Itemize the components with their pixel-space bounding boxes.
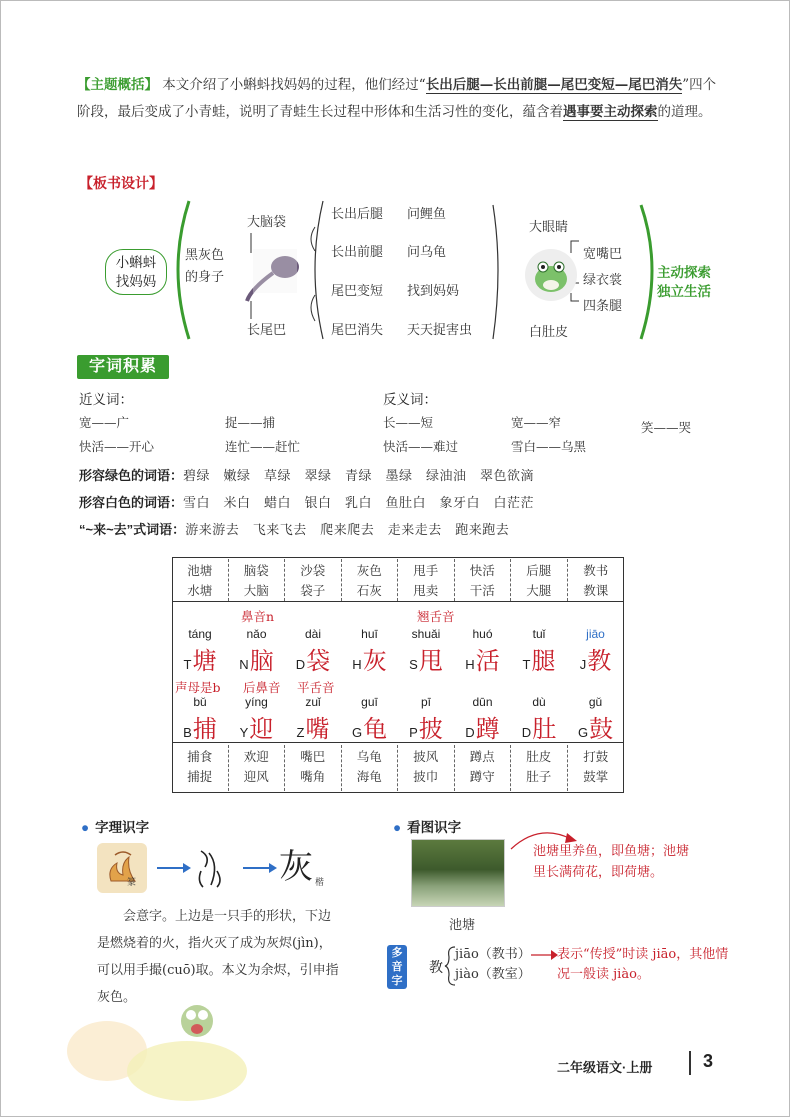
char-line: [285, 641, 341, 676]
zili-explanation: 会意字。上边是一只手的形状，下边是燃烧着的火，指火灭了成为灰烬(jìn)，可以用手撮(cuō)取。本义为余烬，引申指灰色。: [97, 909, 339, 1005]
char-cell-gǔ: [568, 695, 624, 744]
char-cell-dài: [285, 627, 341, 676]
top-word-word: 大腿: [526, 583, 552, 598]
table-top-words: [172, 559, 624, 601]
char-line: [342, 709, 398, 744]
char-line: [172, 641, 228, 676]
top-word-word: 甩手: [413, 563, 439, 578]
bottom-word-word: 欢迎: [243, 749, 269, 764]
table-char-row-2: [172, 695, 624, 743]
top-word-word: 灰色: [356, 563, 382, 578]
top-word-cell: [398, 559, 455, 601]
summary-underline-2: 遇事要主动探索: [563, 104, 658, 120]
synonym-1: 宽——广: [79, 415, 130, 430]
pinyin: dūn: [472, 695, 493, 709]
stage-3: 尾巴变短: [331, 284, 384, 299]
bullet-dot-icon: ●: [393, 820, 402, 835]
top-word-cell: [342, 559, 399, 601]
bottom-word-cell: [511, 745, 568, 791]
synonym-2: 捉——捕: [225, 415, 276, 430]
polyphone-arrow: [529, 947, 559, 963]
bottom-word-word: 蹲点: [469, 749, 495, 764]
stage-4: 尾巴消失: [331, 323, 384, 338]
pinyin: gǔ: [588, 695, 603, 709]
initial-letter: G: [577, 725, 589, 740]
bottom-word-word: 披巾: [413, 769, 439, 784]
hanzi: 脑: [249, 647, 274, 675]
laiqu-words: 游来游去 飞来飞去 爬来爬去 走来走去 跑来跑去: [185, 523, 510, 538]
char-cell-jiāo: [568, 627, 624, 676]
initial-letter: J: [579, 657, 587, 672]
synonym-3: 快活——开心: [79, 439, 155, 454]
top-word-word: 池塘: [187, 563, 213, 578]
heading-zili-text: 字理识字: [95, 820, 150, 835]
initial-letter: T: [522, 657, 531, 672]
hanzi: 教: [587, 647, 612, 675]
frog-trait-1: 宽嘴巴: [583, 247, 623, 262]
char-cell-tuǐ: [511, 627, 567, 676]
antonym-5: 雪白——乌黑: [511, 439, 587, 454]
topic-summary: [77, 71, 727, 126]
bottom-word-word: 打鼓: [583, 749, 609, 764]
bottom-word-cell: [172, 745, 229, 791]
char-cell-guī: [342, 695, 398, 744]
bottom-word-word: 海龟: [356, 769, 382, 784]
note-b: 声母是b: [175, 680, 221, 695]
char-line: [568, 709, 624, 744]
reading-2: jiào（教室）: [455, 967, 531, 982]
pinyin: dù: [532, 695, 546, 709]
char-line: [172, 709, 228, 744]
synonym-title: 近义词：: [79, 392, 133, 407]
initial-letter: G: [351, 725, 363, 740]
bottom-word-cell: [568, 745, 625, 791]
pinyin: guī: [361, 695, 378, 709]
polyphone-readings: [455, 945, 531, 985]
hanzi: 肚: [532, 715, 557, 743]
board-body-color: 黑灰色 的身子: [185, 248, 225, 285]
note-nasal: 鼻音n: [241, 609, 275, 624]
footer-divider: [689, 1051, 691, 1075]
char-line: [455, 709, 511, 744]
initial-letter: Z: [296, 725, 305, 740]
kai-char: 灰: [279, 847, 313, 887]
summary-label: 【主题概括】: [77, 77, 158, 92]
top-word-word: 教书: [583, 563, 609, 578]
top-word-word: 石灰: [356, 583, 382, 598]
hanzi: 龟: [363, 715, 388, 743]
antonym-3: 笑——哭: [641, 420, 692, 435]
board-theme: 主动探索 独立生活: [657, 265, 711, 299]
white-label: 形容白色的词语：: [79, 495, 184, 510]
top-word-cell: [455, 559, 512, 601]
char-cell-huī: [342, 627, 398, 676]
char-cell-bǔ: [172, 695, 228, 744]
top-word-word: 大脑: [243, 583, 269, 598]
polyphone-explain: 表示“传授”时读 jiāo，其他情况一般读 jiào。: [557, 947, 729, 982]
char-cell-táng: [172, 627, 228, 676]
char-line: [285, 709, 341, 744]
hanzi: 蹲: [475, 715, 500, 743]
pond-photo: [411, 839, 505, 907]
green-words: 碧绿 嫩绿 草绿 翠绿 青绿 墨绿 绿油油 翠色欲滴: [183, 469, 535, 484]
section-tag-vocab: 字词积累: [77, 355, 169, 379]
pinyin: shuǎi: [411, 627, 441, 641]
char-line: [229, 709, 285, 744]
heading-zili: [81, 816, 149, 836]
top-word-cell: [229, 559, 286, 601]
bottom-word-word: 蹲守: [469, 769, 495, 784]
summary-underline-1: 长出后腿—长出前腿—尾巴变短—尾巴消失: [425, 77, 683, 93]
char-cell-zuǐ: [285, 695, 341, 744]
action-4: 天天捉害虫: [407, 323, 473, 338]
heading-kantu: [393, 816, 461, 836]
bottom-word-word: 肚子: [526, 769, 552, 784]
bottom-word-word: 披风: [413, 749, 439, 764]
frog-belly: 白肚皮: [529, 325, 569, 340]
frog-eyes: 大眼睛: [529, 220, 569, 235]
initial-letter: H: [352, 657, 362, 672]
bottom-word-word: 捕捉: [187, 769, 213, 784]
char-line: [398, 709, 454, 744]
pinyin: jiāo: [586, 627, 605, 641]
stage-2: 长出前腿: [331, 245, 384, 260]
bottom-word-word: 嘴巴: [300, 749, 326, 764]
note-flat: 平舌音: [297, 680, 335, 695]
word-lists: [79, 463, 719, 544]
bottom-word-word: 肚皮: [526, 749, 552, 764]
initial-letter: D: [295, 657, 306, 672]
board-head: 大脑袋: [247, 215, 287, 230]
top-word-word: 沙袋: [300, 563, 326, 578]
char-line: [342, 641, 398, 676]
bullet-dot-icon: ●: [81, 820, 90, 835]
pinyin: bǔ: [193, 695, 207, 709]
bottom-word-word: 鼓掌: [583, 769, 609, 784]
frog-trait-3: 四条腿: [583, 299, 623, 314]
antonym-2: 宽——窄: [511, 415, 562, 430]
bottom-word-cell: [455, 745, 512, 791]
initial-letter: P: [409, 725, 418, 740]
char-cell-pī: [398, 695, 454, 744]
pinyin: zuǐ: [305, 695, 321, 709]
top-word-word: 袋子: [300, 583, 326, 598]
top-word-word: 水塘: [187, 583, 213, 598]
hanzi: 灰: [362, 647, 387, 675]
initial-letter: B: [183, 725, 192, 740]
polyphone-char: 教: [429, 960, 443, 976]
char-cell-dù: [511, 695, 567, 744]
char-line: [511, 641, 567, 676]
seal-label: 篆: [127, 878, 137, 888]
top-word-cell: [511, 559, 568, 601]
top-word-word: 甩卖: [413, 583, 439, 598]
note-retroflex: 翘舌音: [417, 609, 455, 624]
note-back-nasal: 后鼻音: [243, 680, 281, 695]
char-line: [511, 709, 567, 744]
top-word-word: 脑袋: [243, 563, 269, 578]
initial-letter: Y: [239, 725, 249, 740]
hanzi: 甩: [418, 647, 443, 675]
hanzi: 塘: [192, 647, 217, 675]
pinyin: pī: [420, 695, 431, 709]
antonym-4: 快活——难过: [383, 439, 459, 454]
antonym-title: 反义词：: [383, 392, 437, 407]
kai-label: 楷: [315, 878, 325, 888]
char-cell-yíng: [229, 695, 285, 744]
char-cell-dūn: [455, 695, 511, 744]
top-word-cell: [172, 559, 229, 601]
hanzi: 披: [418, 715, 443, 743]
top-word-word: 后腿: [526, 563, 552, 578]
top-word-cell: [568, 559, 625, 601]
polyphone-badge: 多音字: [387, 945, 407, 989]
initial-letter: H: [465, 657, 475, 672]
table-char-row-1: [172, 627, 624, 675]
top-word-word: 快活: [469, 563, 495, 578]
pinyin: tuǐ: [532, 627, 546, 641]
action-1: 问鲤鱼: [407, 207, 447, 222]
top-word-word: 教课: [583, 583, 609, 598]
hanzi: 捕: [192, 715, 217, 743]
hanzi: 迎: [249, 715, 274, 743]
pinyin: huó: [472, 627, 493, 641]
white-words: 雪白 米白 蜡白 银白 乳白 鱼肚白 象牙白 白茫茫: [183, 496, 535, 511]
char-cell-huó: [455, 627, 511, 676]
char-line: [398, 641, 454, 676]
pinyin: huī: [361, 627, 378, 641]
bottom-word-cell: [285, 745, 342, 791]
bottom-word-word: 乌龟: [356, 749, 382, 764]
frog-trait-2: 绿衣裳: [583, 273, 623, 288]
synonym-4: 连忙——赶忙: [225, 439, 301, 454]
initial-letter: D: [521, 725, 532, 740]
hanzi: 袋: [306, 647, 331, 675]
char-cell-nǎo: [229, 627, 285, 676]
initial-letter: S: [409, 657, 418, 672]
board-tail: 长尾巴: [247, 323, 287, 338]
pinyin: táng: [188, 627, 212, 641]
initial-letter: N: [239, 657, 249, 672]
footer-book: 二年级语文·上册: [557, 1060, 653, 1075]
action-3: 找到妈妈: [407, 284, 460, 299]
bottom-word-cell: [342, 745, 399, 791]
summary-text-3: 的道理。: [657, 104, 712, 120]
char-line: [568, 641, 624, 676]
page-number: 3: [703, 1051, 714, 1071]
initial-letter: D: [465, 725, 475, 740]
pond-caption: 池塘: [449, 918, 476, 933]
char-line: [455, 641, 511, 676]
top-word-cell: [285, 559, 342, 601]
frog-decoration: [47, 991, 247, 1111]
pinyin: dài: [304, 627, 321, 641]
summary-text-2: ”四个阶段，最后变成了小青蛙，说明了青蛙生长过程中形体和生活习性的变化，蕴含着: [77, 77, 717, 120]
summary-text-1: 本文介绍了小蝌蚪找妈妈的过程，他们经过“: [162, 77, 426, 93]
char-line: [229, 641, 285, 676]
bottom-word-cell: [398, 745, 455, 791]
pinyin: yíng: [245, 695, 268, 709]
initial-letter: T: [183, 657, 192, 672]
antonym-1: 长——短: [383, 415, 434, 430]
top-word-word: 干活: [469, 583, 495, 598]
hanzi: 腿: [531, 647, 556, 675]
stage-1: 长出后腿: [331, 207, 384, 222]
table-bottom-words: [172, 745, 624, 791]
hanzi: 鼓: [589, 715, 614, 743]
bottom-word-word: 迎风: [243, 769, 269, 784]
reading-1: jiāo（教书）: [455, 947, 531, 962]
action-2: 问乌龟: [407, 245, 447, 260]
char-cell-shuǎi: [398, 627, 454, 676]
bottom-word-cell: [229, 745, 286, 791]
board-title: 【板书设计】: [79, 175, 163, 191]
green-label: 形容绿色的词语：: [79, 468, 184, 483]
board-title-box: 小蝌蚪 找妈妈: [105, 249, 167, 295]
bottom-word-word: 嘴角: [300, 769, 326, 784]
hanzi: 活: [475, 647, 500, 675]
bottom-word-word: 捕食: [187, 749, 213, 764]
heading-kantu-text: 看图识字: [407, 820, 462, 835]
pond-note: 池塘里养鱼，即鱼塘；池塘里长满荷花，即荷塘。: [533, 844, 690, 880]
hanzi: 嘴: [305, 715, 330, 743]
pinyin: nǎo: [246, 627, 267, 641]
laiqu-label: “~来~去”式词语：: [79, 522, 186, 537]
